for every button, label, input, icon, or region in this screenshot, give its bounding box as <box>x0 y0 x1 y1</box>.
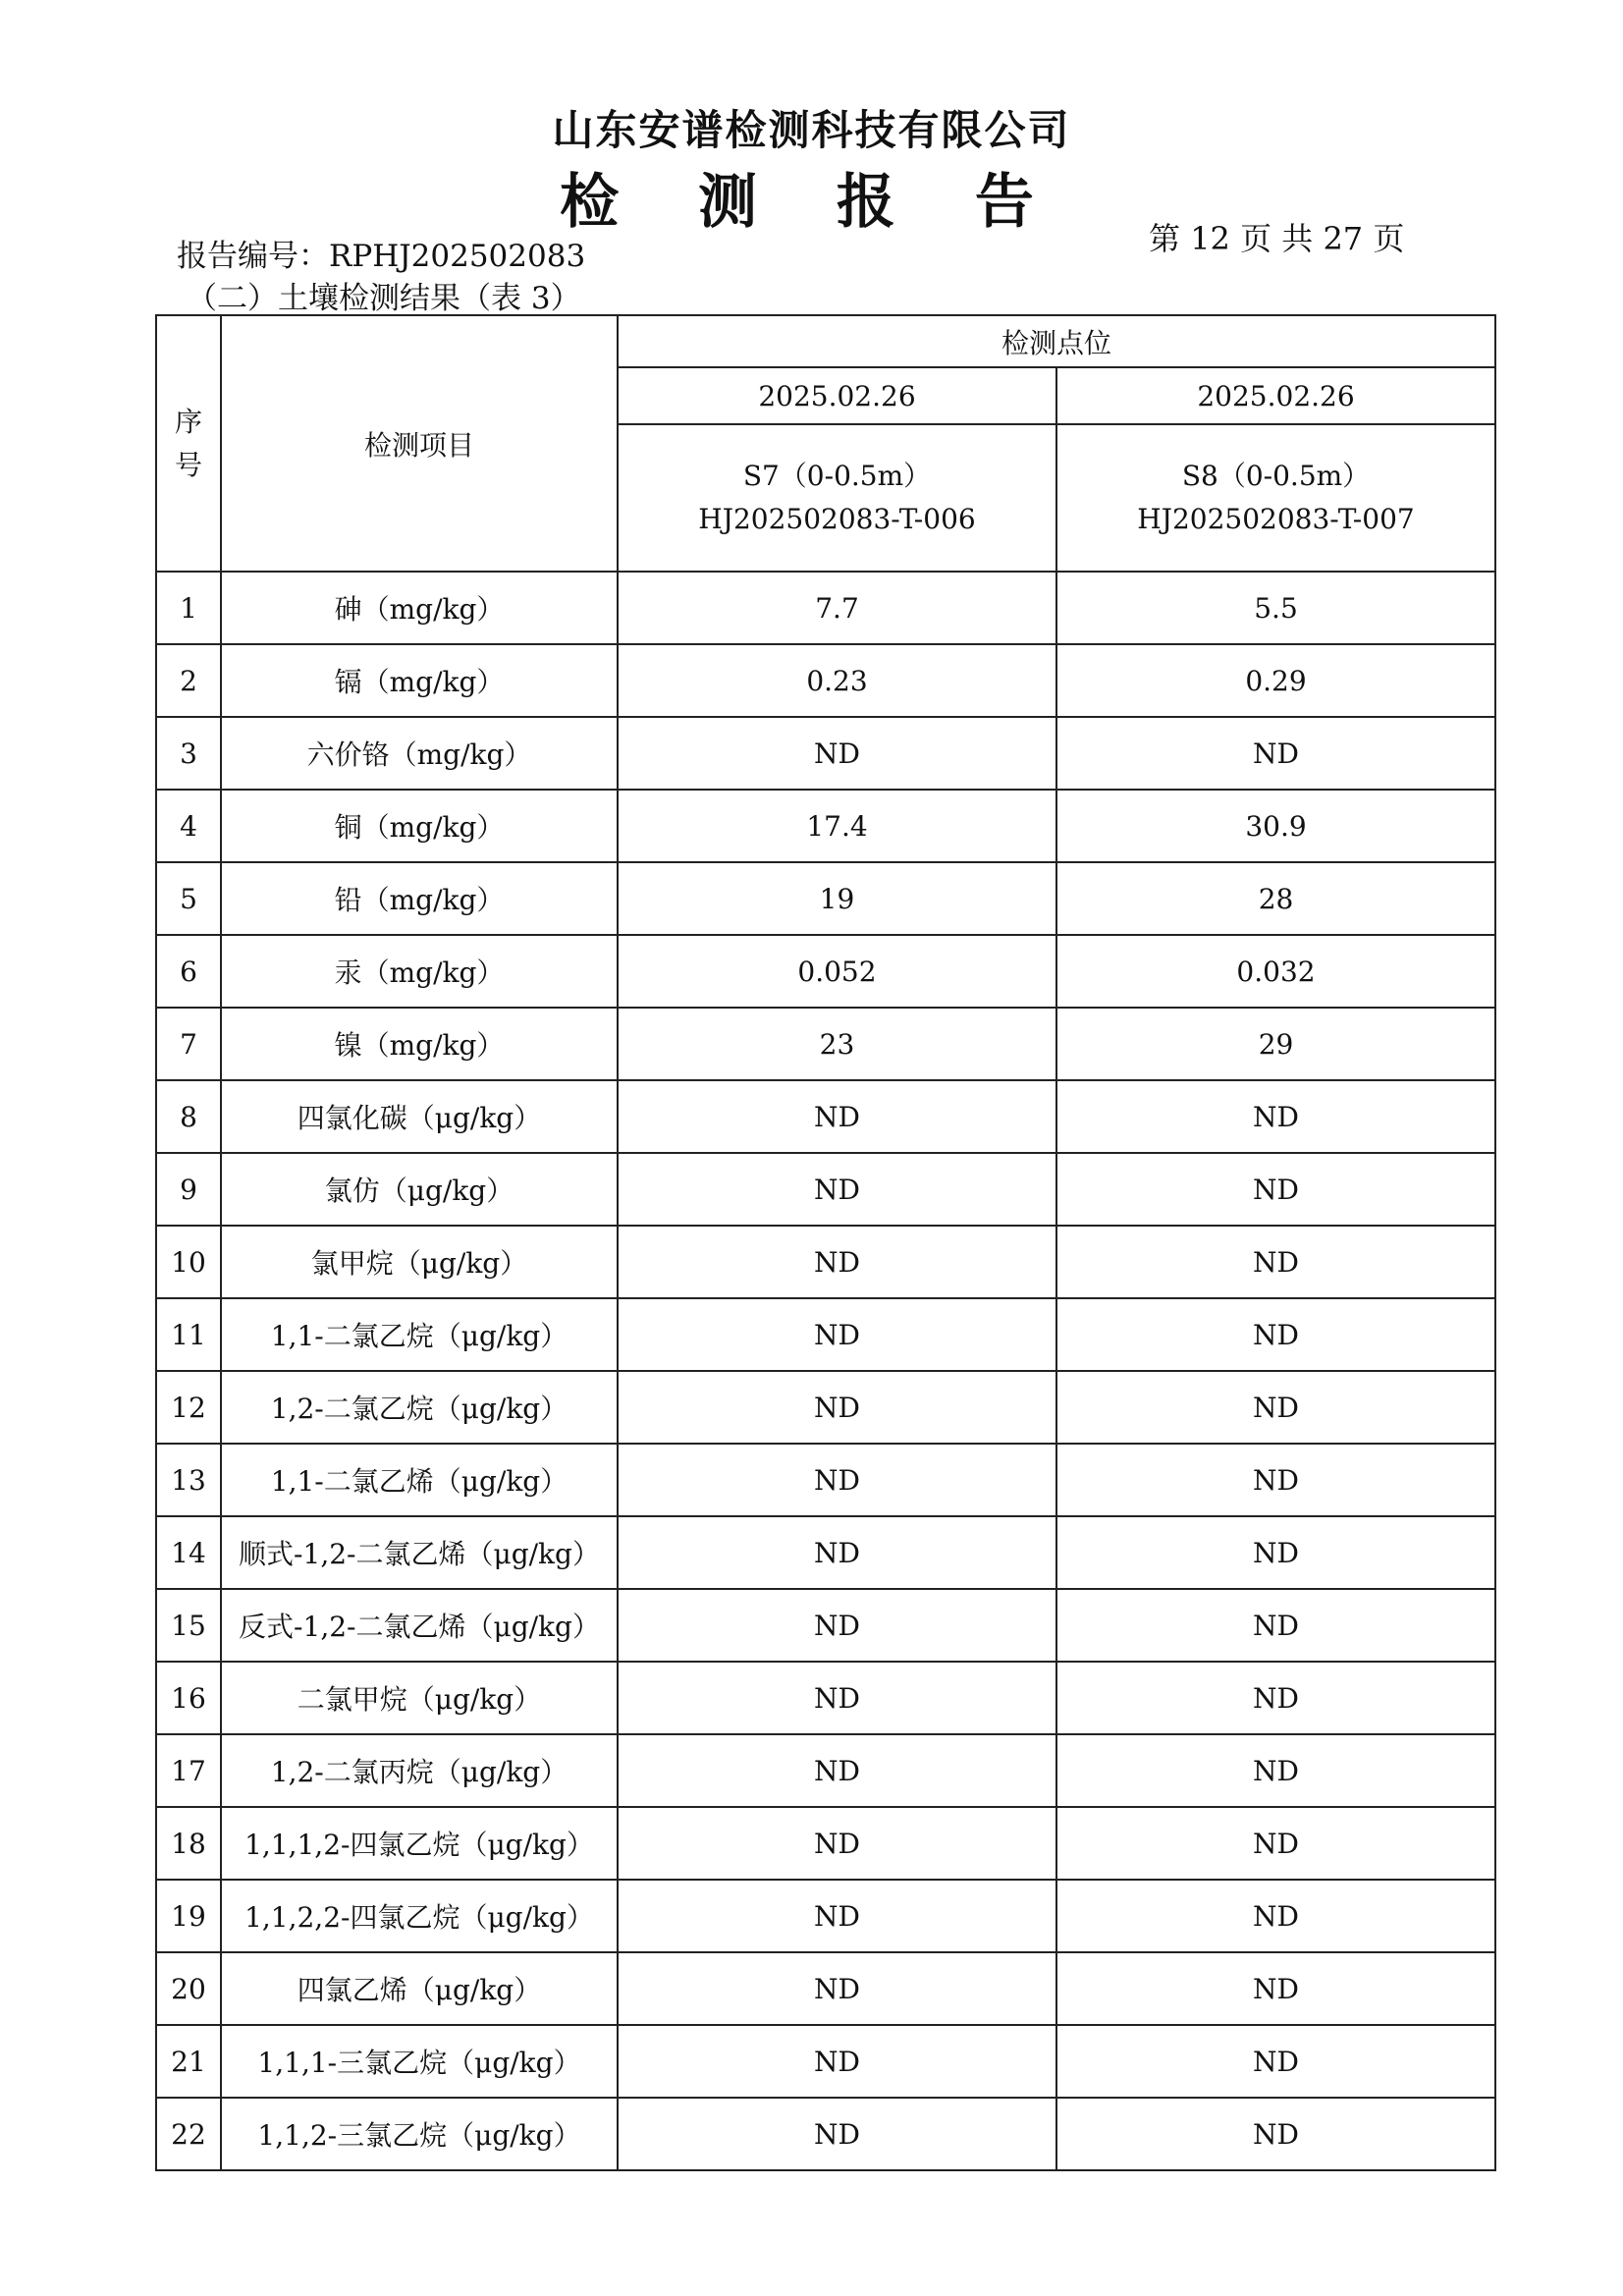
value-cell-s8: 29 <box>1056 1008 1495 1080</box>
seq-cell: 3 <box>156 717 221 790</box>
value-cell-s7: ND <box>618 1516 1056 1589</box>
value-cell-s7: ND <box>618 1080 1056 1153</box>
point-header: 检测点位 <box>618 315 1495 367</box>
table-row <box>156 1662 1495 1734</box>
page-prefix: 第 <box>1149 220 1181 257</box>
item-cell: 氯甲烷（μg/kg） <box>221 1226 618 1298</box>
table-row <box>156 1153 1495 1226</box>
report-number-value: RPHJ202502083 <box>329 239 586 274</box>
seq-cell: 12 <box>156 1371 221 1444</box>
value-cell-s8: ND <box>1056 717 1495 790</box>
site-name-1: S7（0-0.5m） <box>742 460 932 492</box>
page-suffix: 页 <box>1373 220 1405 257</box>
value-cell-s8: ND <box>1056 1298 1495 1371</box>
value-cell-s8: ND <box>1056 1226 1495 1298</box>
value-cell-s7: 17.4 <box>618 790 1056 862</box>
table-row <box>156 1880 1495 1952</box>
seq-cell: 10 <box>156 1226 221 1298</box>
value-cell-s7: 23 <box>618 1008 1056 1080</box>
item-cell: 1,1,2,2-四氯乙烷（μg/kg） <box>221 1880 618 1952</box>
site-header-1 <box>618 424 1056 572</box>
seq-cell: 8 <box>156 1080 221 1153</box>
value-cell-s8: ND <box>1056 1371 1495 1444</box>
value-cell-s7: ND <box>618 1880 1056 1952</box>
seq-cell: 2 <box>156 644 221 717</box>
seq-cell: 15 <box>156 1589 221 1662</box>
table-row <box>156 1807 1495 1880</box>
item-cell: 1,2-二氯乙烷（μg/kg） <box>221 1371 618 1444</box>
item-cell: 1,1-二氯乙烯（μg/kg） <box>221 1444 618 1516</box>
item-cell: 铅（mg/kg） <box>221 862 618 935</box>
seq-cell: 16 <box>156 1662 221 1734</box>
value-cell-s8: ND <box>1056 1516 1495 1589</box>
value-cell-s7: ND <box>618 1298 1056 1371</box>
value-cell-s8: 28 <box>1056 862 1495 935</box>
value-cell-s7: ND <box>618 1371 1056 1444</box>
page-indicator <box>1149 214 1404 259</box>
value-cell-s7: 19 <box>618 862 1056 935</box>
table-row <box>156 1298 1495 1371</box>
table-row <box>156 2098 1495 2170</box>
value-cell-s8: 0.032 <box>1056 935 1495 1008</box>
table-row <box>156 862 1495 935</box>
value-cell-s7: ND <box>618 717 1056 790</box>
sample-id-2: HJ202502083-T-007 <box>1137 503 1415 535</box>
seq-cell: 7 <box>156 1008 221 1080</box>
value-cell-s7: ND <box>618 1734 1056 1807</box>
value-cell-s7: ND <box>618 2098 1056 2170</box>
section-heading: （二）土壤检测结果（表 3） <box>187 281 581 316</box>
value-cell-s8: ND <box>1056 2025 1495 2098</box>
value-cell-s8: 5.5 <box>1056 572 1495 644</box>
seq-cell: 19 <box>156 1880 221 1952</box>
value-cell-s8: ND <box>1056 1662 1495 1734</box>
value-cell-s7: ND <box>618 1444 1056 1516</box>
value-cell-s7: 7.7 <box>618 572 1056 644</box>
item-cell: 二氯甲烷（μg/kg） <box>221 1662 618 1734</box>
value-cell-s8: ND <box>1056 1080 1495 1153</box>
item-cell: 汞（mg/kg） <box>221 935 618 1008</box>
value-cell-s8: ND <box>1056 2098 1495 2170</box>
seq-cell: 18 <box>156 1807 221 1880</box>
seq-cell: 1 <box>156 572 221 644</box>
table-row <box>156 717 1495 790</box>
table-row <box>156 2025 1495 2098</box>
value-cell-s8: 0.29 <box>1056 644 1495 717</box>
value-cell-s8: ND <box>1056 1952 1495 2025</box>
company-name: 山东安谱检测科技有限公司 <box>552 106 1071 154</box>
seq-cell: 5 <box>156 862 221 935</box>
table-row <box>156 1008 1495 1080</box>
seq-header-1: 序 <box>174 405 202 438</box>
table-row <box>156 1080 1495 1153</box>
value-cell-s7: 0.052 <box>618 935 1056 1008</box>
value-cell-s7: ND <box>618 1153 1056 1226</box>
site-header-2 <box>1056 424 1495 572</box>
item-cell: 1,1,1,2-四氯乙烷（μg/kg） <box>221 1807 618 1880</box>
page-total: 27 <box>1323 220 1364 257</box>
table-row <box>156 1444 1495 1516</box>
seq-header-2: 号 <box>174 448 202 481</box>
item-cell: 四氯化碳（μg/kg） <box>221 1080 618 1153</box>
value-cell-s8: ND <box>1056 1807 1495 1880</box>
item-cell: 顺式-1,2-二氯乙烯（μg/kg） <box>221 1516 618 1589</box>
value-cell-s7: ND <box>618 1662 1056 1734</box>
sample-id-1: HJ202502083-T-006 <box>698 503 976 535</box>
item-cell: 反式-1,2-二氯乙烯（μg/kg） <box>221 1589 618 1662</box>
value-cell-s8: ND <box>1056 1153 1495 1226</box>
table-row <box>156 1371 1495 1444</box>
report-number-label: 报告编号： <box>177 239 329 274</box>
table-row <box>156 1226 1495 1298</box>
seq-cell: 22 <box>156 2098 221 2170</box>
value-cell-s8: ND <box>1056 1589 1495 1662</box>
table-row <box>156 935 1495 1008</box>
value-cell-s8: ND <box>1056 1444 1495 1516</box>
table-body <box>156 572 1495 2170</box>
seq-cell: 11 <box>156 1298 221 1371</box>
site-name-2: S8（0-0.5m） <box>1181 460 1371 492</box>
report-title: 检 测 报 告 <box>560 168 1063 237</box>
value-cell-s8: ND <box>1056 1880 1495 1952</box>
seq-header <box>156 315 221 572</box>
item-cell: 镉（mg/kg） <box>221 644 618 717</box>
item-header: 检测项目 <box>221 315 618 572</box>
table-row <box>156 790 1495 862</box>
item-cell: 四氯乙烯（μg/kg） <box>221 1952 618 2025</box>
seq-cell: 20 <box>156 1952 221 2025</box>
seq-cell: 6 <box>156 935 221 1008</box>
date-header-1: 2025.02.26 <box>618 367 1056 424</box>
table-row <box>156 1952 1495 2025</box>
seq-cell: 4 <box>156 790 221 862</box>
item-cell: 氯仿（μg/kg） <box>221 1153 618 1226</box>
item-cell: 砷（mg/kg） <box>221 572 618 644</box>
page-current: 12 <box>1190 220 1230 257</box>
seq-cell: 13 <box>156 1444 221 1516</box>
value-cell-s7: ND <box>618 1952 1056 2025</box>
value-cell-s7: 0.23 <box>618 644 1056 717</box>
seq-cell: 21 <box>156 2025 221 2098</box>
value-cell-s8: ND <box>1056 1734 1495 1807</box>
date-header-2: 2025.02.26 <box>1056 367 1495 424</box>
seq-cell: 9 <box>156 1153 221 1226</box>
table-row <box>156 644 1495 717</box>
table-row <box>156 1589 1495 1662</box>
table-header <box>156 315 1495 572</box>
item-cell: 1,1,1-三氯乙烷（μg/kg） <box>221 2025 618 2098</box>
value-cell-s7: ND <box>618 1589 1056 1662</box>
value-cell-s7: ND <box>618 1807 1056 1880</box>
item-cell: 镍（mg/kg） <box>221 1008 618 1080</box>
item-cell: 1,2-二氯丙烷（μg/kg） <box>221 1734 618 1807</box>
table-row <box>156 1516 1495 1589</box>
results-table <box>155 314 1496 2171</box>
seq-cell: 14 <box>156 1516 221 1589</box>
table-row <box>156 572 1495 644</box>
item-cell: 1,1-二氯乙烷（μg/kg） <box>221 1298 618 1371</box>
table-row <box>156 1734 1495 1807</box>
report-number <box>177 231 585 275</box>
item-cell: 六价铬（mg/kg） <box>221 717 618 790</box>
value-cell-s7: ND <box>618 1226 1056 1298</box>
seq-cell: 17 <box>156 1734 221 1807</box>
item-cell: 1,1,2-三氯乙烷（μg/kg） <box>221 2098 618 2170</box>
item-cell: 铜（mg/kg） <box>221 790 618 862</box>
value-cell-s8: 30.9 <box>1056 790 1495 862</box>
page-mid: 页 共 <box>1240 220 1314 257</box>
value-cell-s7: ND <box>618 2025 1056 2098</box>
